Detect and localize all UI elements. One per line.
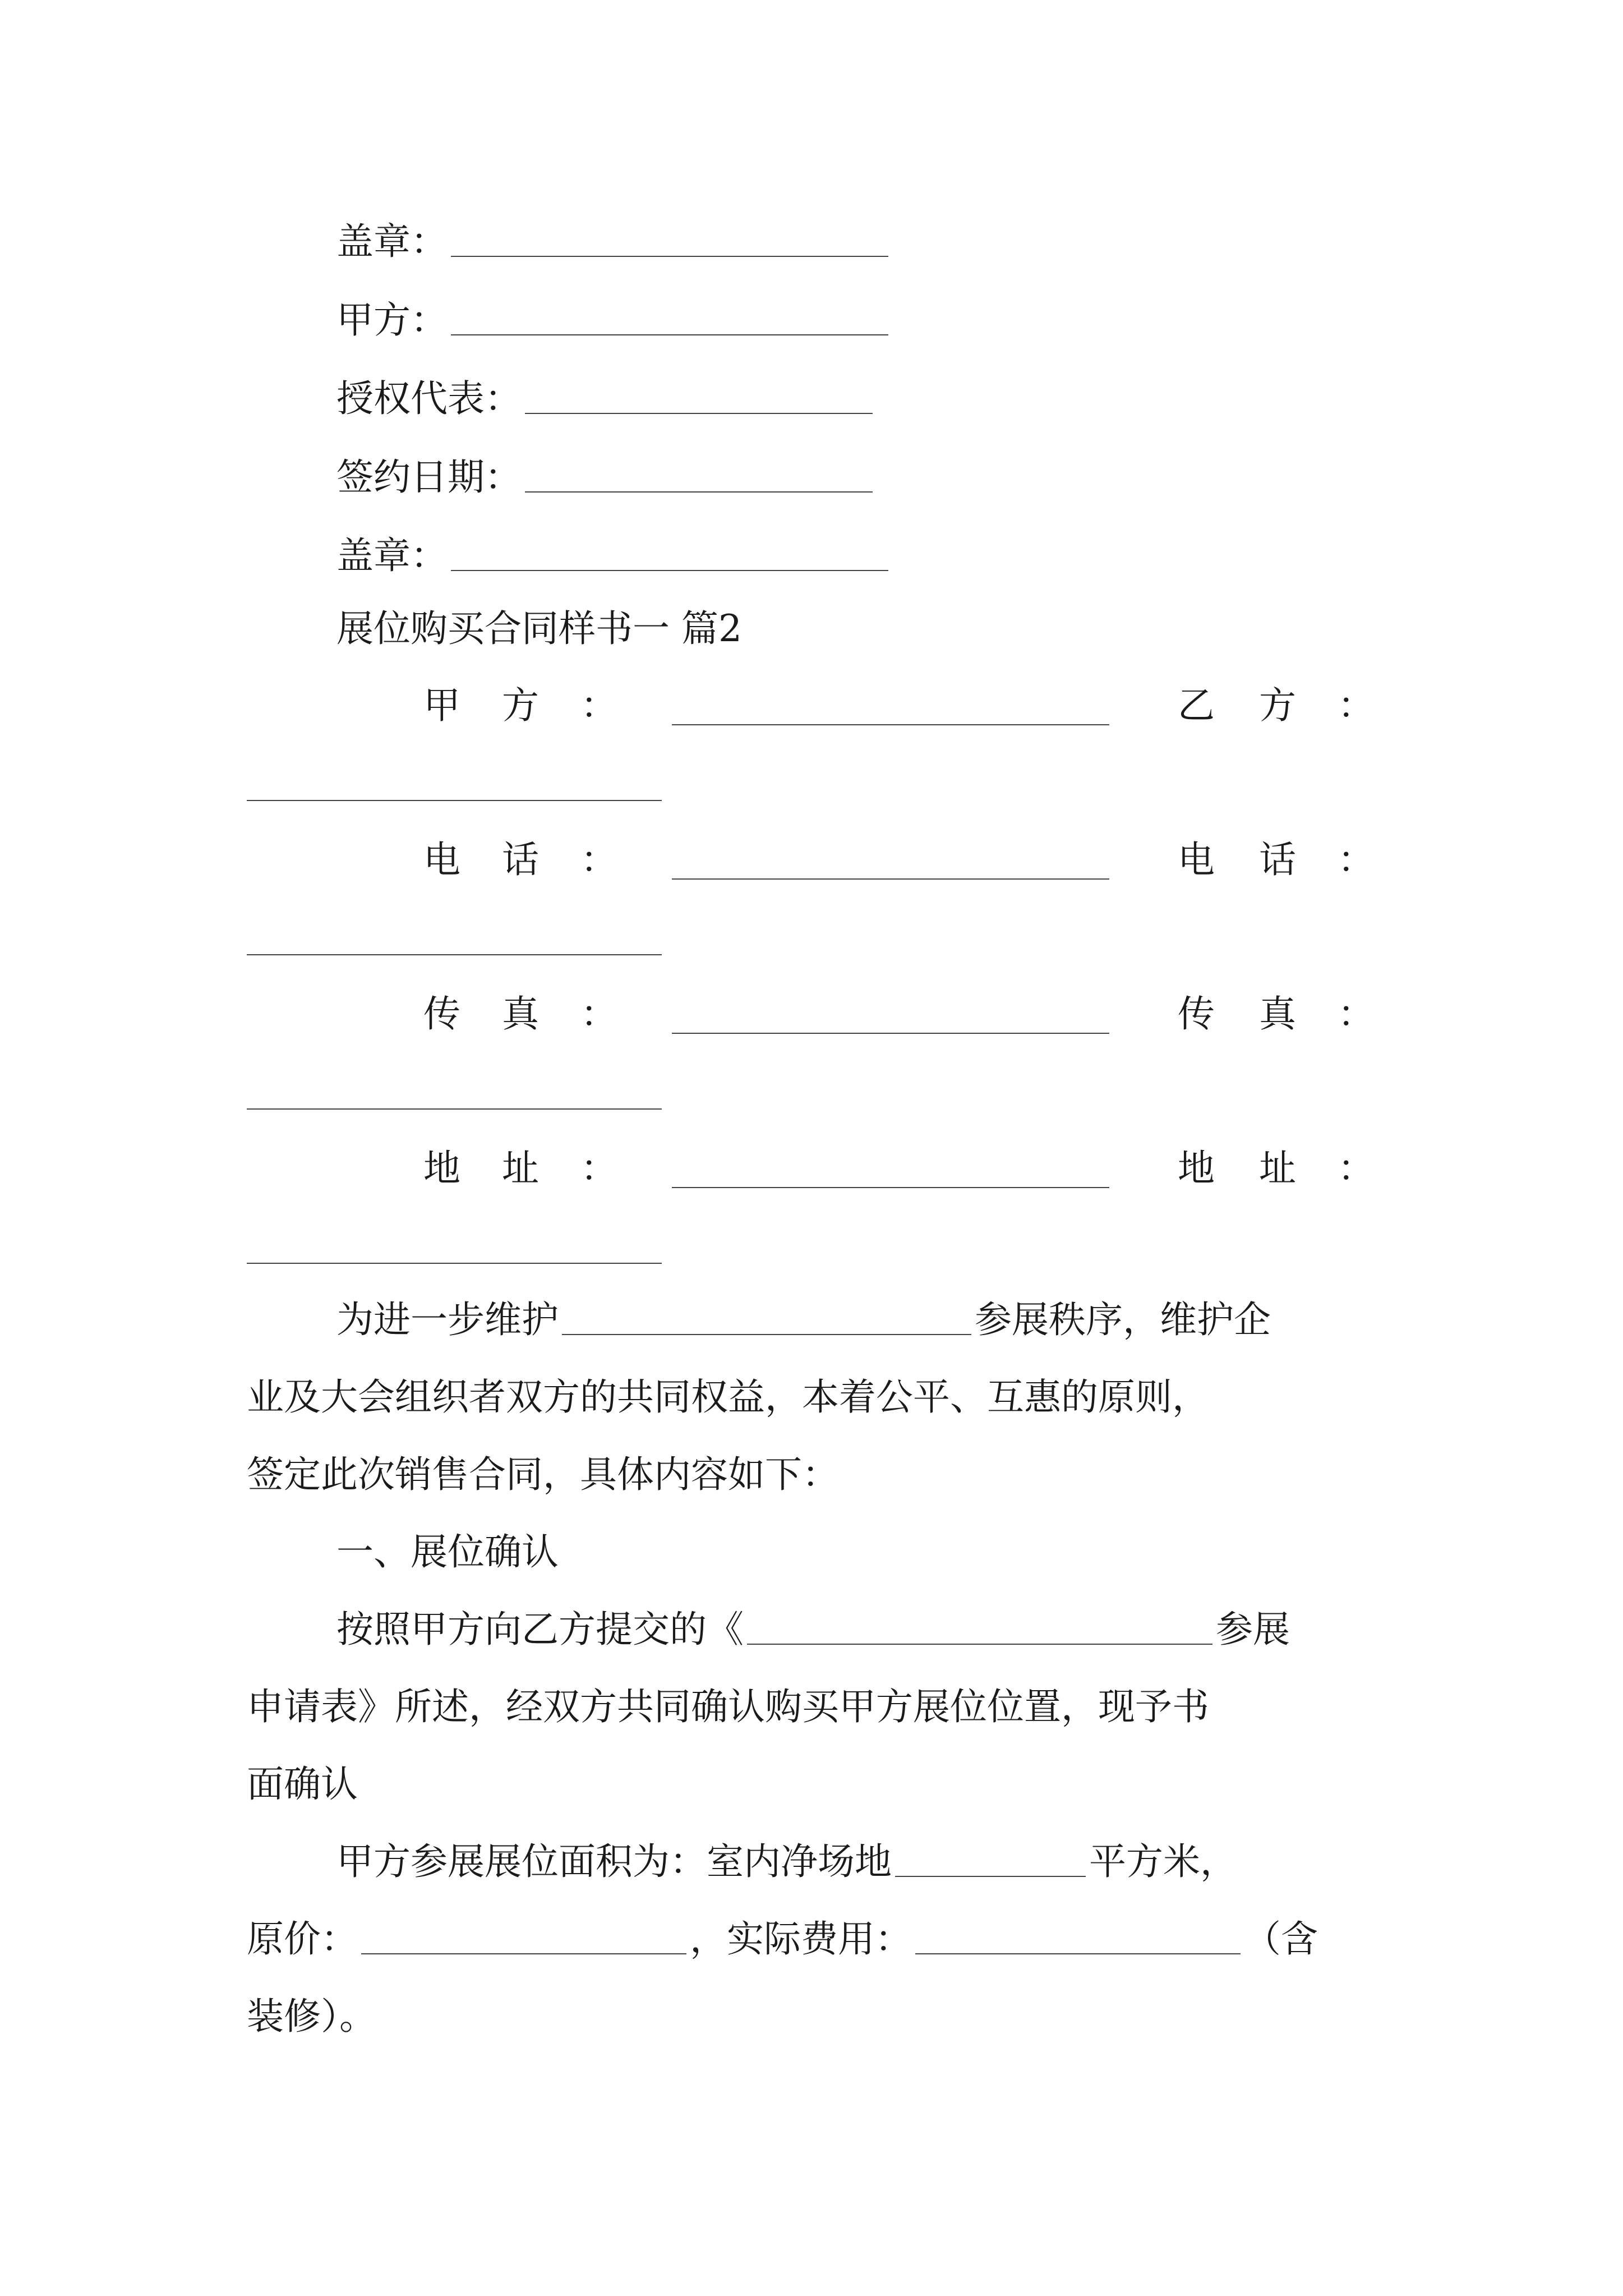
date-blank (525, 491, 873, 493)
addr-a-blank (672, 1186, 1109, 1188)
seal-blank (451, 569, 888, 571)
fax-b-blank (247, 1108, 662, 1110)
party-b-char: 乙 (1178, 684, 1215, 727)
body-text: 甲方参展展位面积为：室内净场地 (336, 1840, 892, 1883)
body-text: 参展 (1216, 1608, 1290, 1651)
party-a-blank (672, 724, 1109, 725)
phone-b-char: 话 (1259, 838, 1296, 881)
addr-b-char: ： (1338, 1147, 1375, 1190)
phone-a-char: 话 (502, 838, 539, 881)
body-text: （含 (1244, 1917, 1318, 1961)
seal-line-2 (336, 534, 892, 577)
heading-text: 展位购买合同样书一 篇2 (336, 607, 742, 650)
application-form-blank (747, 1643, 1212, 1645)
phone-a-char: 电 (423, 838, 460, 881)
section-1-p2-line-2 (247, 1917, 1318, 1961)
seal-label: 盖章： (336, 220, 448, 263)
body-text: 面确认 (247, 1763, 358, 1806)
rep-line (336, 377, 876, 420)
seal-line-1 (336, 220, 892, 263)
date-line (336, 455, 876, 499)
intro-text: 为进一步维护 (336, 1298, 559, 1341)
date-label: 签约日期： (336, 455, 522, 499)
section-1-p1-line-1 (336, 1608, 1290, 1651)
body-text: 申请表》所述，经双方共同确认购买甲方展位位置，现予书 (247, 1685, 1209, 1728)
rep-blank (525, 412, 873, 414)
fax-a-blank (672, 1032, 1109, 1034)
section-heading (336, 607, 742, 650)
actual-cost-blank (915, 1953, 1241, 1954)
party-b-char: ： (1338, 684, 1375, 727)
body-text: 装修）。 (247, 1995, 376, 2038)
phone-b-char: ： (1338, 838, 1375, 881)
intro-text: 参展秩序，维护企 (975, 1298, 1271, 1341)
seal-label: 盖章： (336, 534, 448, 577)
section-1-p2-line-3 (247, 1995, 376, 2038)
body-text: ，实际费用： (690, 1917, 912, 1961)
original-price-blank (361, 1953, 686, 1954)
party-a-line (336, 298, 892, 342)
exhibition-name-blank (562, 1333, 971, 1335)
seal-blank (451, 255, 888, 257)
party-b-char: 方 (1259, 684, 1296, 727)
body-text: 原价： (247, 1917, 358, 1961)
fax-a-char: 真 (502, 992, 539, 1036)
intro-line-3 (247, 1453, 839, 1496)
phone-a-char: ： (580, 838, 617, 881)
addr-b-blank (247, 1262, 662, 1264)
section-title: 一、展位确认 (336, 1530, 559, 1573)
intro-text: 业及大会组织者双方的共同权益，本着公平、互惠的原则， (247, 1375, 1209, 1419)
section-1-title (336, 1530, 559, 1573)
fax-a-char: ： (580, 992, 617, 1036)
party-a-char: 方 (502, 684, 539, 727)
addr-b-char: 地 (1178, 1147, 1215, 1190)
addr-a-char: 地 (423, 1147, 460, 1190)
area-blank (895, 1875, 1086, 1877)
party-a-label: 甲方： (336, 298, 448, 342)
fax-b-char: ： (1338, 992, 1375, 1036)
intro-text: 签定此次销售合同，具体内容如下： (247, 1453, 839, 1496)
phone-b-blank (247, 954, 662, 955)
section-1-p1-line-3 (247, 1763, 358, 1806)
party-a-char: 甲 (423, 684, 460, 727)
fax-b-char: 传 (1178, 992, 1215, 1036)
fax-a-char: 传 (423, 992, 460, 1036)
phone-a-blank (672, 878, 1109, 880)
addr-b-char: 址 (1259, 1147, 1296, 1190)
fax-b-char: 真 (1259, 992, 1296, 1036)
section-1-p1-line-2 (247, 1685, 1209, 1728)
rep-label: 授权代表： (336, 377, 522, 420)
intro-line-2 (247, 1375, 1209, 1419)
phone-b-char: 电 (1178, 838, 1215, 881)
party-a-blank (451, 334, 888, 335)
party-a-char: ： (580, 684, 617, 727)
section-1-p2-line-1 (336, 1840, 1237, 1883)
body-text: 按照甲方向乙方提交的《 (336, 1608, 744, 1651)
body-text: 平方米， (1089, 1840, 1237, 1883)
intro-line-1 (336, 1298, 1271, 1341)
addr-a-char: ： (580, 1147, 617, 1190)
addr-a-char: 址 (502, 1147, 539, 1190)
party-b-blank (247, 799, 662, 801)
